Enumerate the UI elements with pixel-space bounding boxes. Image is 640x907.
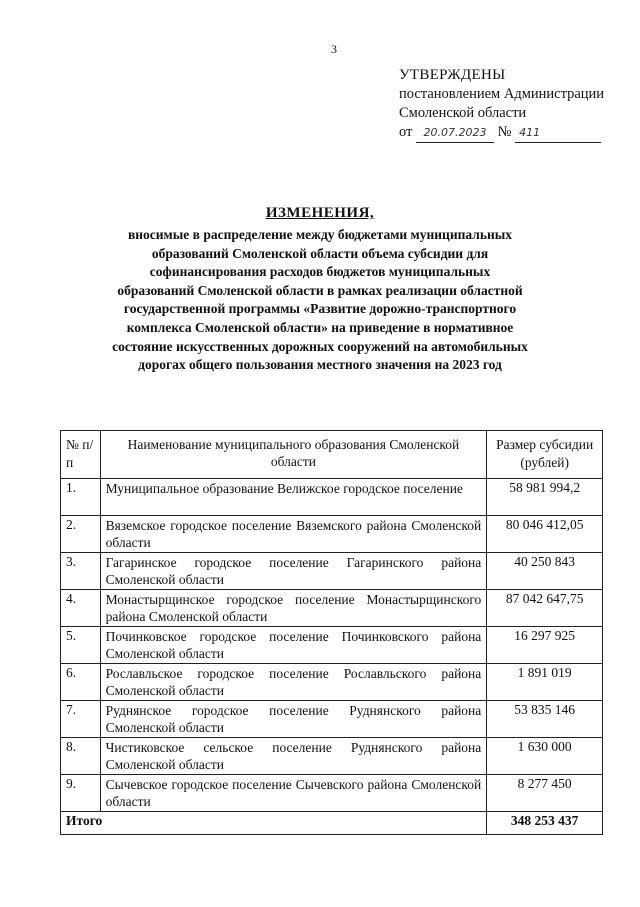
approval-title: УТВЕРЖДЕНЫ bbox=[399, 67, 506, 83]
handwritten-number: 411 bbox=[515, 123, 601, 143]
table-row bbox=[61, 775, 603, 812]
table-row bbox=[61, 479, 603, 516]
row-amount: 8 277 450 bbox=[487, 775, 603, 812]
header-number: № п/п bbox=[61, 431, 101, 479]
row-amount: 40 250 843 bbox=[487, 553, 603, 590]
row-amount: 87 042 647,75 bbox=[487, 590, 603, 627]
row-amount: 80 046 412,05 bbox=[487, 516, 603, 553]
row-amount: 58 981 994,2 bbox=[487, 479, 603, 516]
table-row bbox=[61, 516, 603, 553]
number-label: № bbox=[497, 124, 512, 140]
row-number: 6. bbox=[61, 664, 101, 701]
table-row bbox=[61, 553, 603, 590]
row-municipality: Монастырщинское городское поселение Монастырщинского района Смоленской области bbox=[100, 590, 487, 627]
row-municipality: Сычевское городское поселение Сычевского района Смоленской области bbox=[100, 775, 487, 812]
document-heading bbox=[110, 205, 530, 375]
approval-line-2: Смоленской области bbox=[399, 105, 527, 121]
handwritten-date: 20.07.2023 bbox=[416, 123, 494, 143]
approval-date-row bbox=[399, 123, 624, 143]
row-amount: 53 835 146 bbox=[487, 701, 603, 738]
row-amount: 1 630 000 bbox=[487, 738, 603, 775]
row-number: 7. bbox=[61, 701, 101, 738]
heading-body: вносимые в распределение между бюджетами муниципальных образований Смоленской области объема субсидии для софинансирования расходов бюджетов муниципальных образований Смоленской области в рамках реализации областной государственной программы «Развитие дорожно-транспортного комплекса Смоленской области» на приведение в нормативное состояние искусственных дорожных сооружений на автомобильных дорогах общего пользования местного значения на 2023 год bbox=[112, 227, 528, 373]
row-municipality: Вяземское городское поселение Вяземского района Смоленской области bbox=[100, 516, 487, 553]
total-label: Итого bbox=[61, 812, 487, 835]
row-number: 5. bbox=[61, 627, 101, 664]
row-municipality: Чистиковское сельское поселение Руднянского района Смоленской области bbox=[100, 738, 487, 775]
approval-line-1: постановлением Администрации bbox=[399, 86, 605, 102]
row-number: 8. bbox=[61, 738, 101, 775]
row-number: 4. bbox=[61, 590, 101, 627]
row-number: 9. bbox=[61, 775, 101, 812]
row-amount: 16 297 925 bbox=[487, 627, 603, 664]
row-municipality: Починковское городское поселение Починковского района Смоленской области bbox=[100, 627, 487, 664]
header-amount: Размер субсидии (рублей) bbox=[487, 431, 603, 479]
table-total-row bbox=[61, 812, 603, 835]
from-label: от bbox=[399, 124, 413, 140]
row-amount: 1 891 019 bbox=[487, 664, 603, 701]
row-municipality: Руднянское городское поселение Руднянского района Смоленской области bbox=[100, 701, 487, 738]
row-number: 2. bbox=[61, 516, 101, 553]
heading-title: ИЗМЕНЕНИЯ, bbox=[265, 205, 375, 221]
row-municipality: Гагаринское городское поселение Гагаринского района Смоленской области bbox=[100, 553, 487, 590]
row-municipality: Муниципальное образование Велижское городское поселение bbox=[100, 479, 487, 516]
table-row bbox=[61, 627, 603, 664]
approval-block bbox=[399, 66, 624, 143]
total-amount: 348 253 437 bbox=[487, 812, 603, 835]
row-number: 1. bbox=[61, 479, 101, 516]
page-number: 3 bbox=[331, 42, 337, 56]
header-municipality: Наименование муниципального образования Смоленской области bbox=[100, 431, 487, 479]
row-number: 3. bbox=[61, 553, 101, 590]
table-row bbox=[61, 738, 603, 775]
table-row bbox=[61, 664, 603, 701]
table-header-row bbox=[61, 431, 603, 479]
subsidy-table bbox=[60, 430, 603, 835]
table-row bbox=[61, 590, 603, 627]
table-row bbox=[61, 701, 603, 738]
row-municipality: Рославльское городское поселение Рославльского района Смоленской области bbox=[100, 664, 487, 701]
